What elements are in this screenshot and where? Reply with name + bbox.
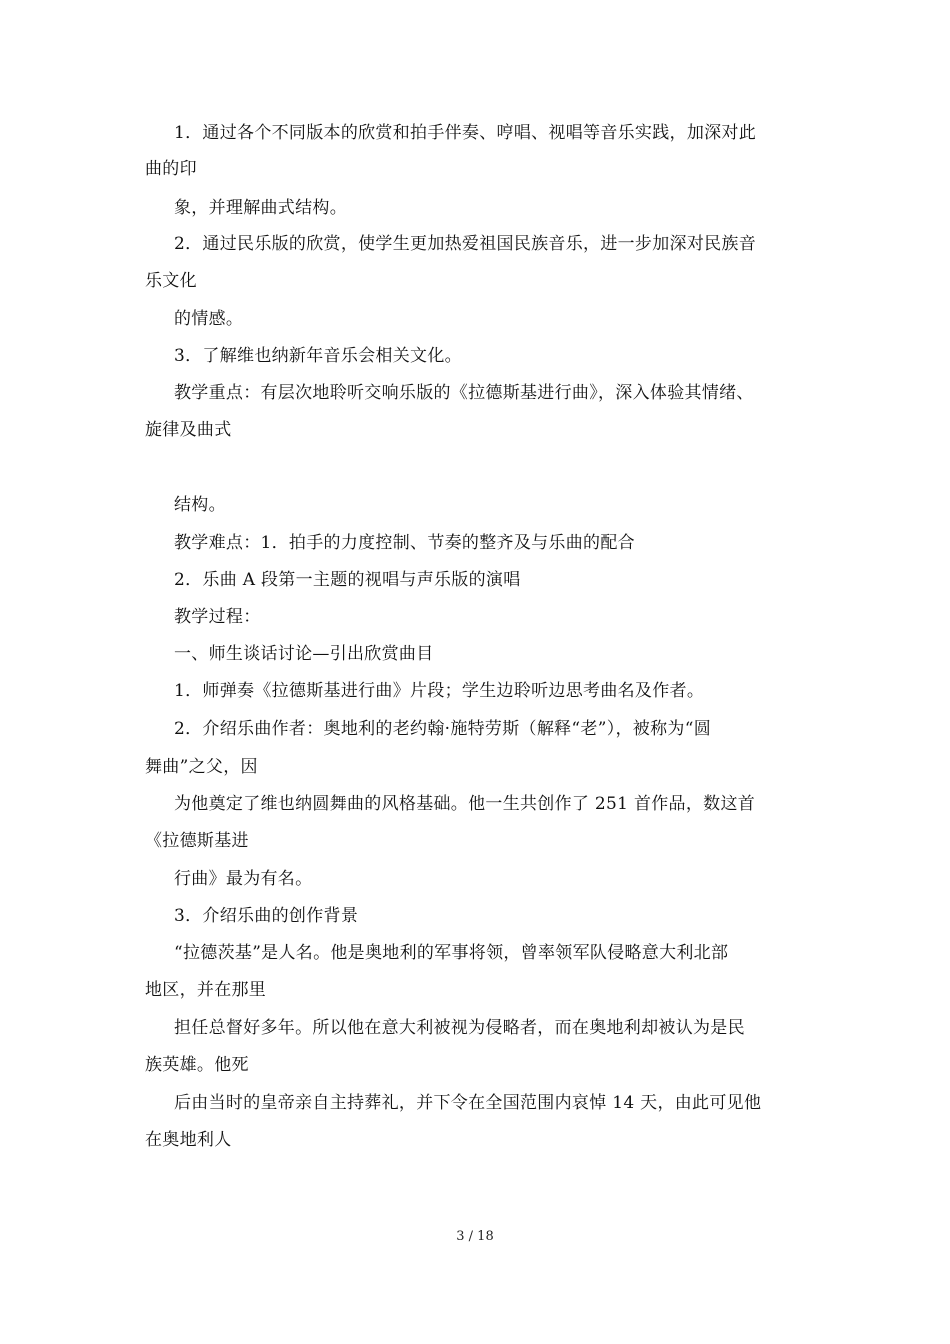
text-line: 乐文化 [145, 271, 197, 291]
text-line: 1．通过各个不同版本的欣赏和拍手伴奏、哼唱、视唱等音乐实践，加深对此 [174, 123, 757, 143]
text-line: 2．介绍乐曲作者：奥地利的老约翰·施特劳斯（解释“老”），被称为“圆 [174, 719, 711, 739]
text-line: 后由当时的皇帝亲自主持葬礼，并下令在全国范围内哀悼 14 天，由此可见他 [174, 1093, 762, 1113]
text-line: 教学过程： [174, 607, 261, 627]
text-line: 2．通过民乐版的欣赏，使学生更加热爱祖国民族音乐，进一步加深对民族音 [174, 234, 757, 254]
page-number: 3 / 18 [456, 1229, 494, 1244]
text-line: 的情感。 [174, 309, 244, 329]
text-line: 3．了解维也纳新年音乐会相关文化。 [174, 346, 462, 366]
text-line: 行曲》最为有名。 [174, 869, 313, 889]
text-line: 教学重点：有层次地聆听交响乐版的《拉德斯基进行曲》，深入体验其情绪、 [174, 383, 754, 403]
text-line: 舞曲”之父，因 [145, 757, 258, 777]
text-line: 3．介绍乐曲的创作背景 [174, 906, 359, 926]
text-line: 地区，并在那里 [145, 980, 267, 1000]
text-line: 《拉德斯基进 [145, 831, 249, 851]
text-line: 结构。 [174, 495, 226, 515]
text-line: 在奥地利人 [145, 1130, 232, 1150]
text-line: 旋律及曲式 [145, 420, 232, 440]
text-line: 2．乐曲 A 段第一主题的视唱与声乐版的演唱 [174, 570, 521, 590]
text-line: 象，并理解曲式结构。 [174, 198, 347, 218]
text-line: 教学难点：1．拍手的力度控制、节奏的整齐及与乐曲的配合 [174, 533, 635, 553]
text-line: 一、师生谈话讨论—引出欣赏曲目 [174, 644, 434, 664]
text-line: 族英雄。他死 [145, 1055, 249, 1075]
text-line: “拉德茨基”是人名。他是奥地利的军事将领，曾率领军队侵略意大利北部 [174, 943, 729, 963]
text-line: 1．师弹奏《拉德斯基进行曲》片段；学生边聆听边思考曲名及作者。 [174, 681, 705, 701]
text-line: 担任总督好多年。所以他在意大利被视为侵略者，而在奥地利却被认为是民 [174, 1018, 745, 1038]
text-line: 为他奠定了维也纳圆舞曲的风格基础。他一生共创作了 251 首作品，数这首 [174, 794, 756, 814]
text-line: 曲的印 [145, 159, 197, 179]
